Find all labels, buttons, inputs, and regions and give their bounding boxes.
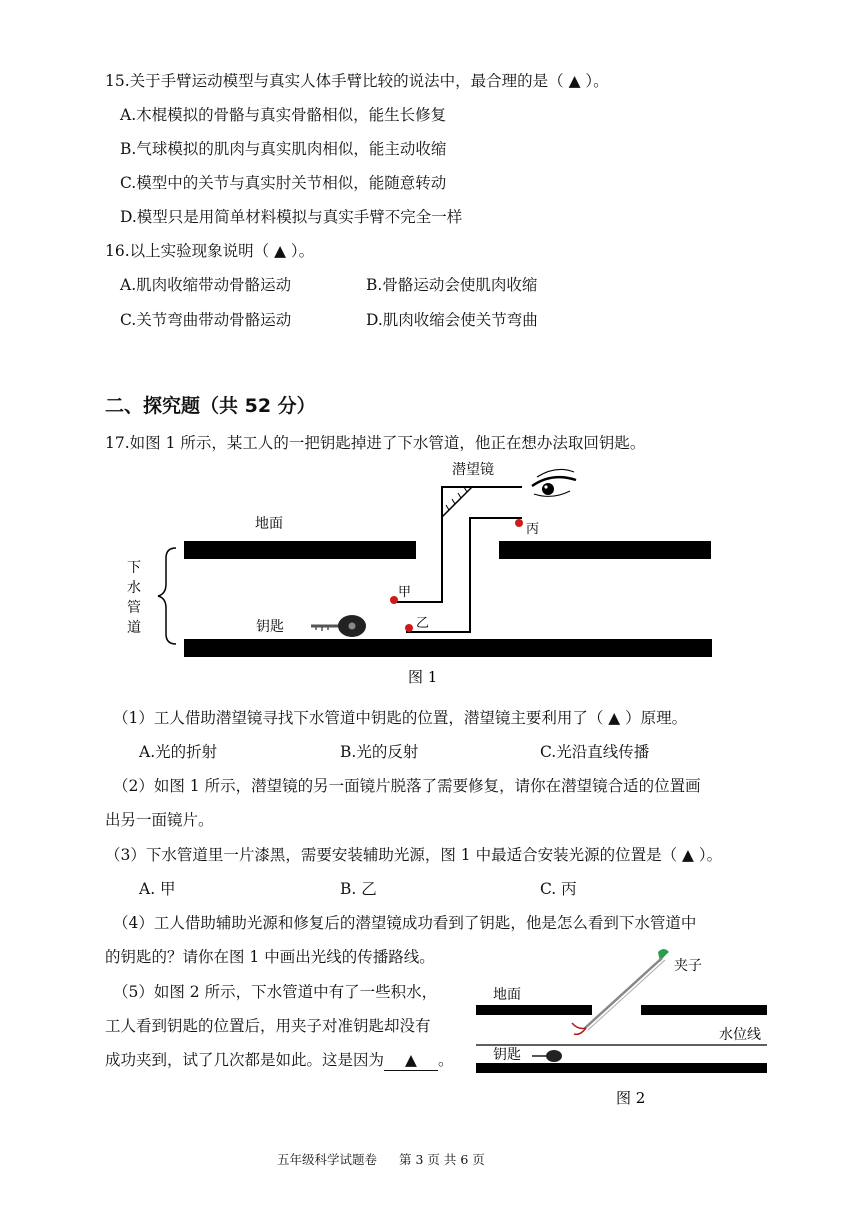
pipe-bottom-wall: [184, 639, 712, 657]
q15-option-c: C.模型中的关节与真实肘关节相似，能随意转动: [120, 174, 447, 192]
pipe-top-wall-left-2: [476, 1005, 592, 1015]
pipe-label-char-3: 管: [127, 600, 141, 616]
q17-p5-line3-suffix: 。: [438, 1051, 454, 1069]
q15-option-d: D.模型只是用简单材料模拟与真实手臂不完全一样: [120, 208, 463, 226]
q16-stem: 16.以上实验现象说明（ ▲ ）。: [105, 242, 315, 260]
q15-stem: 15.关于手臂运动模型与真实人体手臂比较的说法中，最合理的是（ ▲ ）。: [105, 72, 609, 90]
eye-icon: [532, 469, 576, 496]
pipe-brace: [158, 548, 176, 644]
pipe-bottom-wall-2: [476, 1063, 767, 1073]
key-label: 钥匙: [256, 619, 284, 635]
clip-icon: [572, 949, 669, 1034]
point-yi-label: 乙: [416, 616, 430, 631]
pipe-label: [127, 560, 141, 636]
periscope-inner-tube: [406, 518, 522, 632]
q17-p3-option-b: B. 乙: [340, 880, 377, 898]
ground-label: 地面: [255, 516, 283, 532]
q16-option-b: B.骨骼运动会使肌肉收缩: [366, 276, 538, 294]
water-level-label: 水位线: [719, 1027, 761, 1043]
q17-p4-line1: （4）工人借助辅助光源和修复后的潜望镜成功看到了钥匙，他是怎么看到下水管道中: [113, 914, 697, 932]
figure-2-caption: 图 2: [616, 1089, 646, 1107]
exam-name: 五年级科学试题卷: [277, 1152, 378, 1167]
pipe-top-wall-right-2: [641, 1005, 767, 1015]
q17-p5-line1: （5）如图 2 所示，下水管道中有了一些积水，: [113, 983, 438, 1001]
answer-blank[interactable]: ▲: [384, 1050, 438, 1071]
top-mirror: [442, 487, 472, 517]
pipe-label-char-1: 下: [127, 560, 141, 576]
q16-option-c: C.关节弯曲带动骨骼运动: [120, 311, 292, 329]
q16-option-a: A.肌肉收缩带动骨骼运动: [120, 276, 292, 294]
q17-stem: 17.如图 1 所示，某工人的一把钥匙掉进了下水管道，他正在想办法取回钥匙。: [105, 434, 646, 452]
q16-option-d: D.肌肉收缩会使关节弯曲: [366, 311, 538, 329]
section-title: 二、探究题（共 52 分）: [105, 395, 316, 417]
q17-p1-text: （1）工人借助潜望镜寻找下水管道中钥匙的位置，潜望镜主要利用了（ ▲ ）原理。: [113, 709, 688, 727]
figure-2: [0, 940, 868, 1115]
point-jia: [390, 596, 398, 604]
q15-option-b: B.气球模拟的肌肉与真实肌肉相似，能主动收缩: [120, 140, 447, 158]
point-bing-label: 丙: [526, 522, 540, 537]
pipe-top-wall-right: [499, 541, 711, 559]
page-info: 第 3 页 共 6 页: [399, 1152, 485, 1167]
q17-p1-option-b: B.光的反射: [340, 743, 419, 761]
periscope-label: 潜望镜: [452, 462, 494, 478]
q17-p1-option-a: A.光的折射: [139, 743, 218, 761]
ground-label-2: 地面: [493, 987, 521, 1003]
key-label-2: 钥匙: [493, 1047, 521, 1063]
q17-p3-option-c: C. 丙: [540, 880, 577, 898]
key-icon: [311, 615, 366, 637]
q17-p1-option-c: C.光沿直线传播: [540, 743, 650, 761]
pipe-label-char-2: 水: [127, 580, 141, 596]
clip-label: 夹子: [674, 958, 702, 974]
page-footer: [277, 1152, 507, 1168]
point-bing: [515, 519, 523, 527]
point-yi: [405, 624, 413, 632]
pipe-top-wall-left: [184, 541, 416, 559]
q17-p2-line2: 出另一面镜片。: [105, 811, 214, 829]
q17-p2-line1: （2）如图 1 所示，潜望镜的另一面镜片脱落了需要修复，请你在潜望镜合适的位置画: [113, 777, 701, 795]
figure-1: [0, 455, 868, 695]
figure-1-caption: 图 1: [408, 668, 438, 686]
q15-option-a: A.木棍模拟的骨骼与真实骨骼相似，能生长修复: [120, 106, 447, 124]
point-jia-label: 甲: [398, 585, 412, 600]
q17-p5-line3-prefix: 成功夹到，试了几次都是如此。这是因为: [105, 1051, 385, 1069]
key-icon-2: [532, 1050, 562, 1062]
q17-p4-line2: 的钥匙的？请你在图 1 中画出光线的传播路线。: [105, 948, 435, 966]
q17-p3-text: （3）下水管道里一片漆黑，需要安装辅助光源，图 1 中最适合安装光源的位置是（ ▲ ）。: [105, 846, 723, 864]
pipe-label-char-4: 道: [127, 620, 141, 636]
q17-p3-option-a: A. 甲: [139, 880, 176, 898]
q17-p5-line2: 工人看到钥匙的位置后，用夹子对准钥匙却没有: [105, 1017, 431, 1035]
